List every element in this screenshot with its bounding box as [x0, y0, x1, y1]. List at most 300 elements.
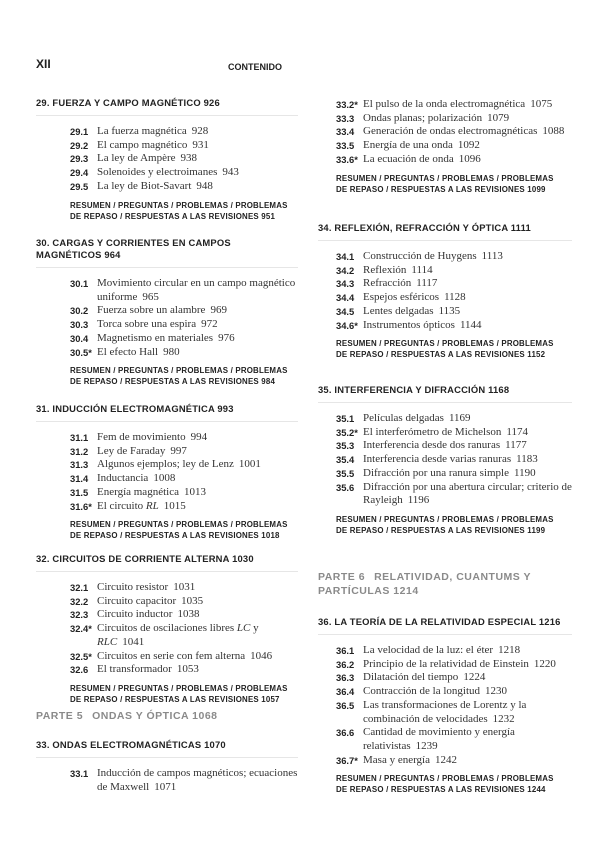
section-number: 30.3	[70, 319, 89, 331]
toc-entry[interactable]	[318, 319, 572, 333]
toc-entry[interactable]	[36, 608, 298, 622]
summary-line-1: RESUMEN / PREGUNTAS / PROBLEMAS / PROBLEMAS	[336, 774, 554, 784]
summary-prefix: DE REPASO / RESPUESTAS A LAS REVISIONES	[336, 785, 525, 795]
section-number: 31.5	[70, 486, 89, 498]
toc-entry[interactable]	[318, 412, 572, 426]
section-page: 1232	[492, 712, 515, 725]
section-number: 35.3	[336, 440, 355, 452]
section-title	[363, 319, 572, 333]
section-title	[97, 318, 298, 332]
toc-entry[interactable]	[318, 453, 572, 467]
section-page: 938	[180, 152, 197, 165]
section-title-part: El transformador	[97, 663, 172, 676]
summary-page: 984	[261, 377, 276, 387]
section-number: 33.4	[336, 126, 355, 138]
toc-entry[interactable]	[36, 767, 298, 794]
section-page: 994	[190, 431, 208, 443]
chapter-heading[interactable]: 35. INTERFERENCIA Y DIFRACCIÓN 1168	[318, 384, 572, 403]
section-page: 1013	[183, 485, 206, 498]
section-number: 34.3	[336, 278, 355, 290]
section-title-part: Películas delgadas	[363, 412, 444, 424]
section-title-part: Espejos esféricos	[363, 291, 440, 304]
toc-entry[interactable]	[36, 431, 298, 445]
section-title-part: Difracción por una abertura circular; criterio de Rayleigh	[363, 480, 572, 507]
toc-entry[interactable]	[318, 264, 572, 278]
toc-block	[318, 384, 572, 536]
section-title-part: Ondas planas; polarización	[363, 111, 483, 124]
section-page: 1041	[122, 635, 145, 648]
section-title	[97, 445, 298, 459]
section-number: 30.1	[70, 278, 89, 289]
section-page: 1113	[481, 250, 503, 262]
section-title-part: Circuito inductor	[97, 608, 173, 621]
section-number: 31.6*	[70, 500, 92, 512]
section-page: 1038	[177, 608, 200, 621]
toc-entry[interactable]	[36, 180, 298, 194]
section-title	[97, 458, 298, 472]
toc-block	[318, 570, 572, 598]
section-title	[97, 650, 298, 664]
section-title-part: RL	[145, 499, 159, 512]
section-title-part: La ley de Biot-Savart	[97, 179, 192, 192]
section-title	[97, 277, 298, 304]
summary-line-2	[336, 525, 572, 536]
section-title	[363, 754, 572, 768]
section-title	[363, 139, 572, 153]
section-title-part: Principio de la relatividad de Einstein	[363, 657, 529, 670]
section-page: 980	[163, 345, 180, 358]
section-title	[97, 152, 298, 166]
section-title-part: Fem de movimiento	[97, 431, 186, 443]
summary-prefix: DE REPASO / RESPUESTAS A LAS REVISIONES	[70, 531, 259, 541]
section-page: 1031	[173, 581, 196, 593]
part-label: PARTE 5	[36, 710, 84, 722]
section-title-part: Circuitos en serie con fem alterna	[97, 649, 246, 662]
section-title	[363, 125, 572, 139]
section-title-part: El interferómetro de Michelson	[363, 425, 502, 438]
toc-entry[interactable]	[36, 595, 298, 609]
toc-entry[interactable]	[318, 305, 572, 319]
summary-line-2	[70, 211, 298, 222]
toc-entry[interactable]	[318, 754, 572, 768]
section-number: 36.1	[336, 645, 355, 656]
summary-line-1: RESUMEN / PREGUNTAS / PROBLEMAS / PROBLEMAS	[336, 514, 554, 524]
section-title	[97, 472, 298, 486]
section-page: 1035	[181, 594, 204, 607]
section-page: 1230	[485, 685, 507, 698]
section-title	[363, 467, 572, 481]
section-title	[363, 699, 572, 726]
section-page: 1177	[505, 439, 527, 452]
toc-entry[interactable]	[318, 481, 572, 508]
section-number: 34.6*	[336, 319, 358, 331]
running-title: CONTENIDO	[228, 62, 282, 72]
chapter-summary-entry[interactable]	[318, 514, 572, 536]
toc-entry[interactable]	[318, 98, 572, 112]
section-number: 33.6*	[336, 153, 358, 165]
toc-entry[interactable]	[36, 166, 298, 180]
section-title-part: Cantidad de movimiento y energía relativistas	[363, 726, 515, 752]
section-title-part: La ecuación de onda	[363, 152, 454, 165]
section-title	[97, 595, 298, 609]
toc-entry[interactable]	[36, 139, 298, 153]
summary-prefix: DE REPASO / RESPUESTAS A LAS REVISIONES	[70, 694, 259, 704]
summary-line-1: RESUMEN / PREGUNTAS / PROBLEMAS / PROBLEMAS	[336, 339, 554, 349]
section-page: 931	[192, 138, 209, 151]
chapter-summary-entry[interactable]	[318, 338, 572, 360]
section-number: 32.6	[70, 664, 89, 676]
section-number: 34.2	[336, 264, 355, 276]
section-title	[363, 112, 572, 126]
chapter-summary-entry[interactable]	[36, 683, 298, 705]
section-page: 1079	[487, 111, 510, 124]
section-page: 1015	[163, 499, 186, 512]
section-title	[363, 439, 572, 453]
toc-entry[interactable]	[36, 304, 298, 318]
section-title	[97, 139, 298, 153]
part-title: ONDAS Y ÓPTICA 1068	[92, 710, 218, 722]
section-page: 1144	[459, 318, 482, 331]
toc-entry[interactable]	[318, 658, 572, 672]
section-page: 969	[210, 304, 227, 317]
section-title	[363, 481, 572, 508]
toc-entry[interactable]	[36, 152, 298, 166]
section-number: 32.4*	[70, 623, 92, 635]
section-title	[363, 277, 572, 291]
section-number: 36.4	[336, 686, 355, 698]
toc-entry[interactable]	[318, 291, 572, 305]
section-page: 1071	[154, 780, 177, 793]
chapter-heading[interactable]: 31. INDUCCIÓN ELECTROMAGNÉTICA 993	[36, 403, 298, 422]
section-title-part: Inducción de campos magnéticos; ecuaciones de Maxwell	[97, 767, 298, 793]
toc-entry[interactable]	[318, 277, 572, 291]
section-title-part: Difracción por una ranura simple	[363, 466, 509, 479]
section-title-part: Ley de Faraday	[97, 444, 166, 457]
section-number: 35.5	[336, 467, 355, 479]
toc-entry[interactable]	[36, 277, 298, 304]
section-page: 928	[191, 125, 209, 137]
section-title	[363, 412, 572, 426]
section-page: 1242	[435, 753, 457, 766]
toc-entry[interactable]	[36, 346, 298, 360]
summary-page: 951	[261, 211, 276, 221]
section-number: 29.1	[70, 126, 89, 137]
chapter-heading[interactable]: 30. CARGAS Y CORRIENTES EN CAMPOS MAGNÉTICOS 964	[36, 237, 298, 268]
toc-block	[36, 553, 298, 705]
section-number: 36.5	[336, 699, 355, 711]
section-title-part: Algunos ejemplos; ley de Lenz	[97, 458, 234, 471]
section-title-part: RLC	[97, 635, 118, 648]
summary-prefix: DE REPASO / RESPUESTAS A LAS REVISIONES	[70, 211, 259, 221]
section-page: 1224	[463, 671, 486, 684]
section-title	[363, 426, 572, 440]
section-number: 32.5*	[70, 650, 92, 662]
section-page: 1092	[457, 139, 480, 152]
section-page: 965	[142, 290, 159, 303]
section-title-part: LC	[236, 622, 251, 635]
section-number: 29.5	[70, 180, 89, 192]
toc-entry[interactable]	[318, 153, 572, 167]
summary-line-1: RESUMEN / PREGUNTAS / PROBLEMAS / PROBLEMAS	[336, 173, 554, 183]
section-page: 1218	[498, 644, 521, 656]
section-number: 35.6	[336, 481, 355, 493]
section-page: 1001	[238, 458, 261, 471]
toc-entry[interactable]	[318, 726, 572, 753]
section-title	[363, 250, 572, 264]
section-page: 1046	[250, 649, 273, 662]
section-number: 30.5*	[70, 346, 92, 358]
toc-block	[36, 237, 298, 387]
summary-prefix: DE REPASO / RESPUESTAS A LAS REVISIONES	[336, 525, 525, 535]
section-title-part: Energía magnética	[97, 485, 179, 498]
section-title-part: Torca sobre una espira	[97, 318, 197, 331]
section-title-part: y	[250, 622, 259, 635]
page-number: XII	[36, 57, 51, 71]
part-heading	[36, 709, 298, 723]
part-label: PARTE 6	[318, 571, 366, 583]
section-number: 31.4	[70, 473, 89, 485]
toc-entry[interactable]	[318, 685, 572, 699]
summary-line-2	[70, 530, 298, 541]
section-title	[97, 332, 298, 346]
section-page: 1196	[407, 494, 430, 507]
section-number: 30.2	[70, 305, 89, 317]
section-number: 32.2	[70, 595, 89, 607]
toc-block	[36, 709, 298, 723]
section-title	[363, 671, 572, 685]
section-number: 36.6	[336, 727, 355, 739]
toc-entry[interactable]	[318, 671, 572, 685]
summary-prefix: DE REPASO / RESPUESTAS A LAS REVISIONES	[70, 377, 259, 387]
section-title	[97, 622, 298, 649]
section-page: 1053	[176, 663, 199, 676]
section-title	[97, 431, 298, 445]
section-number: 30.4	[70, 332, 89, 344]
section-page: 1114	[411, 263, 433, 276]
section-page: 1174	[506, 425, 528, 438]
section-title-part: Las transformaciones de Lorentz y la combinación de velocidades	[363, 698, 527, 725]
part-heading	[318, 570, 572, 598]
summary-prefix: DE REPASO / RESPUESTAS A LAS REVISIONES	[336, 184, 525, 194]
section-title	[97, 346, 298, 360]
section-title-part: La velocidad de la luz: el éter	[363, 644, 494, 656]
section-page: 1220	[533, 657, 556, 670]
section-title-part: Solenoides y electroimanes	[97, 166, 218, 179]
section-title-part: El efecto Hall	[97, 345, 159, 358]
chapter-summary-entry[interactable]	[36, 200, 298, 222]
section-page: 1008	[153, 472, 176, 485]
section-title-part: Lentes delgadas	[363, 304, 434, 317]
section-title-part: Inductancia	[97, 472, 149, 485]
toc-entry[interactable]	[318, 699, 572, 726]
section-number: 34.5	[336, 305, 355, 317]
section-number: 31.3	[70, 459, 89, 471]
toc-entry[interactable]	[36, 458, 298, 472]
section-title-part: El campo magnético	[97, 138, 188, 151]
section-number: 36.2	[336, 658, 355, 670]
section-title	[363, 685, 572, 699]
section-title	[363, 658, 572, 672]
section-number: 34.1	[336, 251, 355, 262]
section-title-part: Energía de una onda	[363, 139, 453, 152]
section-number: 29.2	[70, 139, 89, 151]
section-title	[363, 98, 572, 112]
toc-block	[318, 222, 572, 360]
section-title	[363, 153, 572, 167]
chapter-heading[interactable]: 34. REFLEXIÓN, REFRACCIÓN Y ÓPTICA 1111	[318, 222, 572, 241]
toc-entry[interactable]	[318, 644, 572, 658]
toc-entry[interactable]	[36, 486, 298, 500]
section-number: 35.1	[336, 413, 355, 424]
chapter-summary-entry[interactable]	[318, 173, 572, 195]
section-number: 31.1	[70, 432, 89, 443]
toc-entry[interactable]	[318, 467, 572, 481]
part-title: RELATIVIDAD, CUANTUMS Y PARTÍCULAS 1214	[318, 571, 531, 597]
toc-block	[36, 97, 298, 222]
section-title	[97, 304, 298, 318]
section-page: 1117	[416, 277, 438, 290]
section-title	[363, 264, 572, 278]
summary-page: 1152	[527, 350, 546, 360]
section-title	[97, 166, 298, 180]
section-title-part: Circuito capacitor	[97, 594, 177, 607]
section-title-part: Masa y energía	[363, 753, 430, 766]
toc-entry[interactable]	[36, 318, 298, 332]
chapter-heading[interactable]: 33. ONDAS ELECTROMAGNÉTICAS 1070	[36, 739, 298, 758]
summary-page: 1244	[527, 785, 546, 795]
summary-page: 1199	[527, 525, 546, 535]
chapter-summary-entry[interactable]	[36, 365, 298, 387]
section-number: 36.3	[336, 672, 355, 684]
section-page: 1169	[448, 412, 471, 424]
section-title	[363, 644, 572, 658]
section-page: 1075	[530, 98, 553, 110]
toc-entry[interactable]	[318, 250, 572, 264]
section-title	[363, 305, 572, 319]
toc-entry[interactable]	[36, 581, 298, 595]
toc-entry[interactable]	[318, 139, 572, 153]
summary-prefix: DE REPASO / RESPUESTAS A LAS REVISIONES	[336, 350, 525, 360]
section-page: 1239	[415, 739, 438, 752]
section-title-part: La ley de Ampère	[97, 152, 176, 165]
toc-entry[interactable]	[318, 125, 572, 139]
toc-block	[318, 616, 572, 795]
section-title-part: La fuerza magnética	[97, 125, 187, 137]
section-page: 976	[218, 331, 235, 344]
toc-entry[interactable]	[36, 650, 298, 664]
section-title	[363, 291, 572, 305]
section-title	[97, 581, 298, 595]
toc-block	[318, 98, 572, 195]
section-number: 36.7*	[336, 754, 358, 766]
section-number: 33.1	[70, 768, 89, 779]
section-number: 34.4	[336, 292, 355, 304]
toc-entry[interactable]	[318, 426, 572, 440]
section-title-part: Movimiento circular en un campo magnético uniforme	[97, 277, 296, 303]
toc-entry[interactable]	[36, 332, 298, 346]
section-title	[97, 500, 298, 514]
summary-page: 1099	[527, 184, 546, 194]
section-title-part: Interferencia desde varias ranuras	[363, 453, 512, 466]
section-title-part: Magnetismo en materiales	[97, 331, 214, 344]
section-number: 33.2*	[336, 99, 358, 110]
section-number: 32.1	[70, 582, 89, 593]
section-page: 1128	[444, 291, 466, 304]
toc-entry[interactable]	[36, 500, 298, 514]
section-title	[97, 767, 298, 794]
section-number: 29.3	[70, 153, 89, 165]
section-title-part: Circuito resistor	[97, 581, 169, 593]
section-title	[97, 180, 298, 194]
chapter-summary-entry[interactable]	[318, 773, 572, 795]
section-title-part: Dilatación del tiempo	[363, 671, 459, 684]
section-page: 997	[170, 444, 187, 457]
section-number: 35.2*	[336, 426, 358, 438]
section-page: 1088	[542, 125, 565, 138]
section-page: 1096	[458, 152, 481, 165]
summary-page: 1057	[261, 694, 280, 704]
toc-entry[interactable]	[318, 112, 572, 126]
section-title	[97, 486, 298, 500]
section-title-part: El circuito	[97, 499, 146, 512]
section-title-part: Reflexión	[363, 263, 407, 276]
section-number: 33.3	[336, 112, 355, 124]
summary-line-2	[70, 694, 298, 705]
toc-entry[interactable]	[36, 445, 298, 459]
summary-line-2	[336, 784, 572, 795]
chapter-summary-entry[interactable]	[36, 519, 298, 541]
summary-line-2	[336, 349, 572, 360]
section-number: 35.4	[336, 454, 355, 466]
summary-line-1: RESUMEN / PREGUNTAS / PROBLEMAS / PROBLEMAS	[70, 520, 288, 530]
section-title-part: Interferencia desde dos ranuras	[363, 439, 501, 452]
section-title-part: Generación de ondas electromagnéticas	[363, 125, 538, 138]
toc-entry[interactable]	[36, 125, 298, 139]
toc-block	[36, 403, 298, 541]
section-title-part: Construcción de Huygens	[363, 250, 477, 262]
section-page: 1190	[514, 466, 536, 479]
section-page: 943	[222, 166, 239, 179]
section-number: 33.5	[336, 140, 355, 152]
summary-line-2	[336, 184, 572, 195]
chapter-heading[interactable]: 32. CIRCUITOS DE CORRIENTE ALTERNA 1030	[36, 553, 298, 572]
section-page: 1135	[438, 304, 461, 317]
summary-line-1: RESUMEN / PREGUNTAS / PROBLEMAS / PROBLEMAS	[70, 683, 288, 693]
summary-line-1: RESUMEN / PREGUNTAS / PROBLEMAS / PROBLEMAS	[70, 200, 288, 210]
toc-entry[interactable]	[36, 663, 298, 677]
summary-line-2	[70, 376, 298, 387]
chapter-heading[interactable]: 29. FUERZA Y CAMPO MAGNÉTICO 926	[36, 97, 298, 116]
section-title-part: El pulso de la onda electromagnética	[363, 98, 526, 110]
section-number: 32.3	[70, 609, 89, 621]
section-title-part: Fuerza sobre un alambre	[97, 304, 206, 317]
section-title	[97, 663, 298, 677]
chapter-heading[interactable]: 36. LA TEORÍA DE LA RELATIVIDAD ESPECIAL 1216	[318, 616, 572, 635]
summary-line-1: RESUMEN / PREGUNTAS / PROBLEMAS / PROBLEMAS	[70, 366, 288, 376]
section-title	[363, 453, 572, 467]
section-page: 972	[201, 318, 218, 331]
toc-entry[interactable]	[36, 472, 298, 486]
section-title	[97, 125, 298, 139]
toc-entry[interactable]	[36, 622, 298, 649]
section-title-part: Refracción	[363, 277, 412, 290]
toc-entry[interactable]	[318, 439, 572, 453]
section-title-part: Instrumentos ópticos	[363, 318, 455, 331]
section-number: 29.4	[70, 167, 89, 179]
section-page: 948	[196, 179, 213, 192]
summary-page: 1018	[261, 531, 280, 541]
section-title	[97, 608, 298, 622]
